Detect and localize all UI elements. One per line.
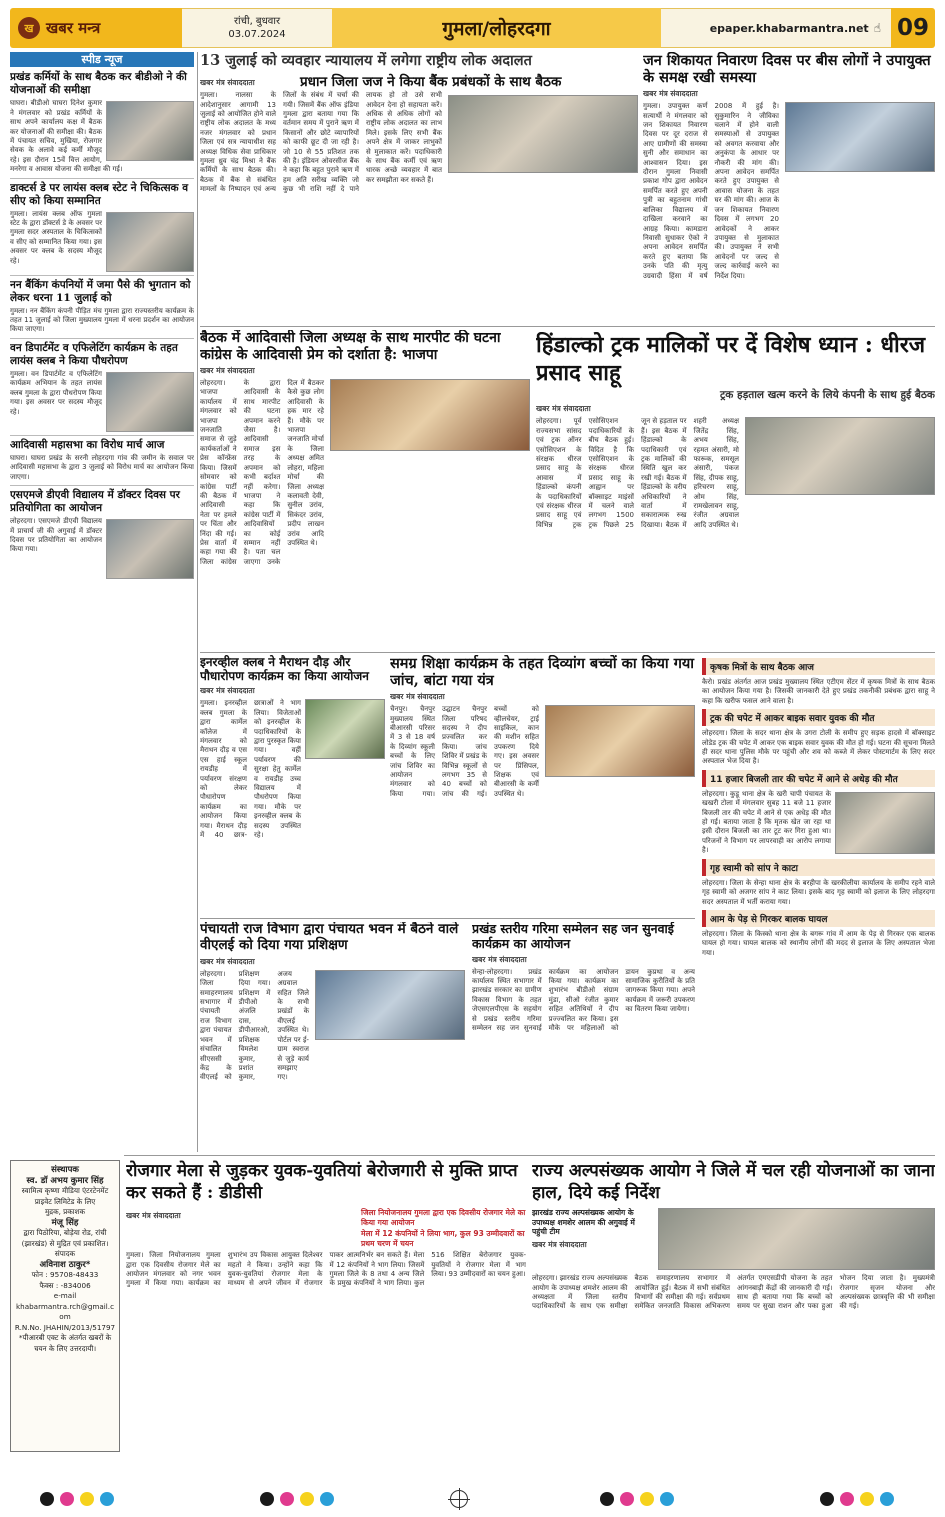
article-body: लोहरदगा। झारखंड राज्य अल्पसंख्यक आयोग के उपाध्यक्ष शमशेर आलम की अध्यक्षता में जिला स्तरीय पदाधिकारियों के साथ एक समीक्षा बैठक समाहरणालय सभागार में आयोजित हुई। बैठक में सभी संबंधित विभागों की समीक्षा की गई। सर्वप्रथम समेकित जनजाति विकास अभिकरण अंतर्गत एमएसडीपी योजना के तहत आंगनबाड़ी केंद्रों की जानकारी दी गई। साथ ही बताया गया कि बच्चों को समय पर सुखा राशन और पका हुआ भोजन दिया जाता है। मुख्यमंत्री रोजगार सृजन योजना और अल्पसंख्यक छात्रवृत्ति की भी समीक्षा की गई। bbox=[532, 1274, 935, 1311]
owner-line: स्वामित्व कृष्णा मीडिया एंटरटेनमेंट प्राइवेट लिमिटेड के लिए bbox=[21, 1186, 109, 1206]
bureau-line: खबर मंत्र संवाददाता bbox=[126, 1211, 181, 1221]
article-bjp-adivasi bbox=[200, 330, 530, 650]
short-title: गृह स्वामी को सांप ने काटा bbox=[702, 859, 935, 876]
vle-training-photo bbox=[315, 970, 465, 1040]
article-body: लोहरदगा। भाजपा कार्यालय में मंगलवार को भाजपा जनजाति समाज से जुड़े कार्यकर्ताओं ने प्रेस कॉन्फ्रेंस किया। जिसमें सोमवार को कांग्रेस पार्टी की बैठक में आदिवासी नेता पर हमले पर चिंता और निंदा की गई। प्रेस वार्ता में कहा गया की जिला कांग्रेस के द्वारा आदिवासी के साथ मारपीट की घटना अपमान करने जैसा है। आदिवासी समाज इस तरह के अपमान को कभी बर्दाश्त नहीं करेगा। भाजपा ने कहा कि कांग्रेस पार्टी में आदिवासियों का कोई सम्मान नहीं है। पता चल जाएगा उनके दिल में बैठकर कैसे कुछ लोग आदिवासी के हक मार रहे हैं। मौके पर भाजपा जनजाति मोर्चा के जिला अध्यक्ष अमित लोहरा, महिला मोर्चा की जिला अध्यक्ष कलावती देवी, सुनील उरांव, सिकंदर उरांव, प्रदीप लाखन उरांव आदि उपस्थित थे। bbox=[200, 379, 324, 566]
bureau-line: खबर मंत्र संवाददाता bbox=[390, 692, 445, 702]
registration-dot-icon bbox=[620, 1492, 634, 1506]
speed-news-item bbox=[10, 182, 194, 266]
article-body: गुमला। इनरव्हील क्लब गुमला के द्वारा कार्मेल कॉलेज में मंगलवार को मैराथन दौड़ व एस एस हाई स्कूल रायडीह में पर्यावरण संरक्षण को लेकर पौधारोपण कार्यक्रम का आयोजन किया गया। मैराथन दौड़ में 40 छात्र-छात्राओं ने भाग लिया। विजेताओं को इनरव्हील के पदाधिकारियों के द्वारा पुरस्कृत किया गया। वहीं पर्यावरण की सुरक्षा हेतु कार्मेल व रायडीह उच्च विद्यालय में पौधरोपण किया गया। मौके पर इनरव्हील क्लब के सदस्य उपस्थित रहे। bbox=[200, 699, 301, 839]
speed-news-title: प्रखंड कर्मियों के साथ बैठक कर बीडीओ ने की योजनाओं की समीक्षा bbox=[10, 71, 187, 97]
speed-news-item bbox=[10, 279, 194, 335]
bureau-line: खबर मंत्र संवाददाता bbox=[200, 686, 255, 696]
speed-news-item bbox=[10, 439, 194, 482]
short-title: 11 हजार बिजली तार की चपेट में आने से अधेड़ की मौत bbox=[702, 770, 935, 787]
row-rule bbox=[200, 652, 935, 653]
article-alpsankhyak bbox=[532, 1160, 935, 1460]
bureau-line: खबर मंत्र संवाददाता bbox=[200, 366, 255, 376]
fax: फैक्स : -834006 bbox=[39, 1280, 91, 1290]
court-meeting-photo bbox=[448, 95, 638, 173]
epaper-url[interactable]: epaper.khabarmantra.net bbox=[709, 21, 869, 35]
divider bbox=[10, 338, 194, 339]
speed-news-body: घाघरा। बीडीओ घाघरा दिनेश कुमार ने मंगलवार को प्रखंड कर्मियों के साथ अपने कार्यालय कक्ष में बैठक कर योजनाओं की समीक्षा की। बैठक में पंचायत सचिव, मुखिया, रोजगार सेवक के अलावे कई कर्मी मौजूद रहे। इस दौरान 15वें वित्त आयोग, मनरेगा व आवास योजना की समीक्षा की गई। bbox=[10, 99, 123, 174]
divyang-camp-photo bbox=[545, 705, 695, 777]
news-photo bbox=[106, 519, 194, 579]
article-title: बैठक में आदिवासी जिला अध्यक्ष के साथ मारपीट की घटना कांग्रेस के आदिवासी प्रेम को दर्शाता है: भाजपा bbox=[200, 330, 501, 363]
registration-dot-icon bbox=[600, 1492, 614, 1506]
speed-news-item bbox=[10, 71, 194, 174]
article-garima bbox=[472, 922, 695, 1152]
short-body: लोहरदगा। जिला के सेन्हा थाना क्षेत्र के बरहीपा के खरकीलीया कार्यालय के समीप रहने वाले गृह स्वामी को अजगर सांप ने काट लिया। इसके बाद गृह स्वामी को इलाज के लिए लोहरदगा सदर अस्पताल में भर्ती कराया गया। bbox=[702, 878, 935, 906]
commission-meeting-photo bbox=[658, 1208, 935, 1270]
speed-news-title: एसएमजे डीएवी विद्यालय में डॉक्टर दिवस पर प्रतियोगिता का आयोजन bbox=[10, 489, 180, 515]
brand-name: खबर मन्त्र bbox=[46, 19, 101, 37]
article-jan-shikayat bbox=[643, 52, 935, 324]
registration-dot-icon bbox=[860, 1492, 874, 1506]
photo-caption: झारखंड राज्य अल्पसंख्यक आयोग के उपाध्यक्ष शमशेर आलम की अगुवाई में पहुंची टीम bbox=[532, 1208, 635, 1237]
bureau-line: खबर मंत्र संवाददाता bbox=[200, 956, 255, 966]
registration-dot-icon bbox=[820, 1492, 834, 1506]
brand-logo-icon: ख bbox=[18, 17, 40, 39]
press-conference-photo bbox=[330, 379, 530, 451]
article-subtitle: ट्रक हड़ताल खत्म करने के लिये कंपनी के साथ हुई बैठक bbox=[720, 389, 935, 401]
divider bbox=[10, 485, 194, 486]
article-title: प्रधान जिला जज ने किया बैंक प्रबंधकों के साथ बैठक bbox=[300, 74, 562, 91]
email[interactable]: khabarmantra.rch@gmail.com bbox=[15, 1301, 115, 1321]
row-rule bbox=[124, 1155, 935, 1156]
dateline-date: 03.07.2024 bbox=[228, 29, 286, 40]
bureau-line: खबर मंत्र संवाददाता bbox=[472, 954, 527, 964]
registration-dot-icon bbox=[660, 1492, 674, 1506]
short-title: आम के पेड़ से गिरकर बालक घायल bbox=[702, 910, 935, 927]
article-body: सेन्हा-लोहरदगा। प्रखंड कार्यालय स्थित सभागार में झारखंड सरकार का ग्रामीण विकास विभाग के तहत जेएसएलपीएस के सहयोग से प्रखंड स्तरीय गरिमा सम्मेलन सह जन सुनवाई कार्यक्रम का आयोजन किया गया। कार्यक्रम का शुभारंभ बीडीओ संग्राम मुंडा, सीओ रंजीत कुमार सहित अतिथियों ने दीप प्रज्ज्वलित कर किया। इस मौके पर महिलाओं को डायन कुप्रथा व अन्य सामाजिक कुरीतियों के प्रति जागरूक किया गया। अपने कार्यक्रम में जरूरी उपकरण का वितरण किया जायेगा। bbox=[472, 967, 695, 1032]
article-title: जन शिकायत निवारण दिवस पर बीस लोगों ने उपायुक्त के समक्ष रखी समस्या bbox=[643, 52, 931, 87]
article-body: गुमला। जिला नियोजनालय गुमला द्वारा एक दिवसीय रोजगार मेले का आयोजन मंगलवार को नगर भवन गुमला में किया गया। कार्यक्रम का शुभारंभ उप विकास आयुक्त दिलेश्वर महतो ने किया। उन्होंने कहा कि युवक-युवतियां रोजगार मेला के माध्यम से अपने जीवन में रोजगार पाकर आत्मनिर्भर बन सकते हैं। मेला में 12 कंपनियों ने भाग लिया। जिसमें गुमला जिले के 8 तथा 4 अन्य जिले के प्रमुख कंपनियों ने भाग लिया। कुल 516 शिक्षित बेरोजगार युवक-युवतियों ने रोजगार मेला में भाग लिया। 93 उम्मीदवारों का चयन हुआ। bbox=[126, 1251, 526, 1288]
row-rule bbox=[200, 918, 695, 919]
news-photo bbox=[106, 372, 194, 432]
brand-block bbox=[10, 8, 182, 48]
founder-label: संस्थापक bbox=[51, 1165, 79, 1175]
press-line: द्वारा पिठोरिया, बोड़ेया रोड, रांची (झारखंड) से मुद्रित एवं प्रकाशित। bbox=[21, 1228, 109, 1248]
article-body: लोहरदगा। पूर्व राज्यसभा सांसद एवं ट्रक ऑनर एसोसिएशन के संरक्षक धीरज प्रसाद साहू के आवास में हिंडाल्को कंपनी के पदाधिकारियों एवं संरक्षक धीरज प्रसाद साहू एवं विभिन्न ट्रक एसोसिएशन पदाधिकारियों के बीच बैठक हुई। विदित है कि एसोसिएशन के संरक्षक धीरज प्रसाद साहू के आह्वान पर बॉक्साइट माइंसों में चलने वाले लगभग 1500 ट्रक पिछले 25 जून से हड़ताल पर हैं। इस बैठक में हिंडाल्को के पदाधिकारी एवं ट्रक मालिकों की स्थिति खुल कर रखी गई। बैठक में हिंडाल्को के वरीय अधिकारियों ने वार्ता में सकारात्मक रुख दिखाया। बैठक में शहरी अध्यक्ष जितेंद्र सिंह, अभय सिंह, रहमत अंसारी, मो फारूक, समसूल अंसारी, पंकज सिंह, दीपक साहू, हरिचरण साहू, ओम सिंह, रामखेलावन साहू, रंजीत अग्रवाल आदि उपस्थित थे। bbox=[536, 417, 739, 529]
article-lok-adalat bbox=[200, 52, 638, 322]
founder-name: स्व. डॉ अभय कुमार सिंह bbox=[26, 1175, 104, 1186]
email-label: e-mail bbox=[53, 1291, 77, 1300]
article-body: गुमला। नालसा के आदेशानुसार आगामी 13 जुलाई को आयोजित होने वाले राष्ट्रीय लोक अदालत के मध्य नजर मंगलवार को प्रधान जिला एवं सत्र न्यायाधीश सह अध्यक्ष विधिक सेवा प्राधिकार गुमला ध्रुव चंद्र मिश्रा ने बैंक कर्मियों के साथ बैठक की। बैठक में बैंक से संबंधित मामलों के निष्पादन एवं अन्य जिलों के संबंध में चर्चा की गयी। जिसमें बैंक ऑफ इंडिया गुमला द्वारा बताया गया कि वर्तमान समय में पुराने ऋण में किसानों और छोटे व्यापारियों को काफी छूट दी जा रही है। जो 10 से 55 प्रतिशत तक की है। इंडियन ओवरसीज बैंक ने कहा कि बहुत पुराने ऋण में हम अति सरीख व्यक्ति जो कुछ भी राशि नहीं दे पाने लायक हो तो उसे सभी आवेदन देना हो सहायता करें। अधिक से अधिक लोगों को राष्ट्रीय लोक अदालत का लाभ मिले। इसके लिए सभी बैंक अपने क्षेत्र में जाकर लाभुकों से मुलाकात करें। पदाधिकारी के साथ बैंक कर्मी एवं ऋण धारक अच्छे व्यवहार में बात कर समझौता कर सकते हैं। bbox=[200, 91, 442, 194]
accident-photo bbox=[835, 792, 935, 854]
dc-meeting-photo bbox=[785, 102, 935, 172]
row-rule bbox=[200, 326, 935, 327]
colophon bbox=[10, 1160, 120, 1452]
registration-dot-icon bbox=[40, 1492, 54, 1506]
page-number: 09 bbox=[891, 8, 935, 48]
article-title: राज्य अल्पसंख्यक आयोग ने जिले में चल रही योजनाओं का जाना हाल, दिये कई निर्देश bbox=[532, 1161, 935, 1204]
column-rule bbox=[197, 52, 198, 1152]
article-title: समग्र शिक्षा कार्यक्रम के तहत दिव्यांग बच्चों का किया गया जांच, बांटा गया यंत्र bbox=[390, 655, 695, 690]
article-body: लोहरदगा। जिला समाहरणालय सभागार में पंचायती राज विभाग द्वारा पंचायत भवन में संचालित सीएससी केंद्र के वीएलई को प्रशिक्षण दिया गया। प्रशिक्षण में डीपीओ अंजलि दास, डीपीआरओ, प्रशिक्षक विमलेश कुमार, प्रशांत कुमार, अजय अग्रवाल सहित जिले के सभी प्रखंडों के वीएलई उपस्थित थे। पोर्टल पर ई-ग्राम स्वराज से जुड़े कार्य समझाए गए। bbox=[200, 969, 309, 1082]
speed-news-body: लोहरदगा। एसएमजे डीएवी विद्यालय में प्राचार्य जी की अगुवाई में डॉक्टर दिवस पर प्रतियोगिता का आयोजन किया गया। bbox=[10, 517, 102, 554]
pointer-hand-icon: ☝ bbox=[873, 21, 881, 35]
registration-dot-icon bbox=[260, 1492, 274, 1506]
dateline-city: रांची, बुधवार bbox=[233, 16, 281, 27]
registration-dot-icon bbox=[100, 1492, 114, 1506]
registration-dot-icon bbox=[320, 1492, 334, 1506]
registration-dot-icon bbox=[60, 1492, 74, 1506]
masthead bbox=[10, 8, 935, 48]
article-body: चैनपुर। चैनपुर मुख्यालय स्थित बीआरसी परिसर में 3 से 18 वर्ष के दिव्यांग स्कूली बच्चों के लिए जांच शिविर का आयोजन मंगलवार को किया गया। उद्घाटन चैनपुर जिला परिषद सदस्य ने दीप प्रज्वलित कर किया। जांच शिविर में प्रखंड के विभिन्न स्कूलों से लगभग 35 से 40 बच्चों को जांच की गई। बच्चों को व्हीलचेयर, ट्राई साइकिल, कान की मशीन सहित उपकरण दिये गए। इस अवसर पर प्रिंसिपल, शिक्षक एवं बीआरसी के कर्मी उपस्थित थे। bbox=[390, 705, 539, 798]
publisher-name: मंजू सिंह bbox=[51, 1217, 79, 1228]
article-dhiraj-sahu bbox=[536, 332, 935, 650]
divider bbox=[10, 275, 194, 276]
speed-news-title: आदिवासी महासभा का विरोध मार्च आज bbox=[10, 438, 165, 451]
dateline bbox=[182, 8, 332, 48]
registration-strip bbox=[0, 1488, 945, 1510]
article-title: पंचायती राज विभाग द्वारा पंचायत भवन में बैठने वाले वीएलई को दिया गया प्रशिक्षण bbox=[200, 922, 459, 953]
bureau-line: खबर मंत्र संवाददाता bbox=[643, 89, 698, 99]
article-title: इनरव्हील क्लब ने मैराथन दौड़ और पौधारोपण कार्यक्रम का किया आयोजन bbox=[200, 655, 369, 684]
divider bbox=[10, 178, 194, 179]
bureau-line: खबर मंत्र संवाददाता bbox=[536, 404, 591, 414]
registration-dot-icon bbox=[880, 1492, 894, 1506]
article-divyang bbox=[390, 655, 695, 915]
registration-dot-icon bbox=[300, 1492, 314, 1506]
short-body: लोहरदगा। जिला के किस्को थाना क्षेत्र के बगरू गांव में आम के पेड़ से गिरकर एक बालक घायल हो गया। घायल बालक को स्थानीय लोगों की मदद से इलाज के लिए अस्पताल भेजा गया। bbox=[702, 929, 935, 957]
editor-name: अविनाश ठाकुर* bbox=[39, 1259, 91, 1270]
highlight-bullet: मेला में 12 कंपनियों ने लिया भाग, कुल 93 उम्मीदवारों का प्रथम चरण में चयन bbox=[361, 1229, 525, 1248]
short-body: लोहरदगा। जिला के सदर थाना क्षेत्र के उगरा टोली के समीप हुए सड़क हादसे में बॉक्साइट लोडेड ट्रक की चपेट में आकर एक बाइक सवार युवक की मौत हो गई। घटना की सूचना मिलते ही सदर थाना पुलिस मौके पर पहुंची और शव को कब्जे में लेकर पोस्टमार्टम के लिए सदर अस्पताल भेज दिया है। bbox=[702, 729, 935, 766]
registration-dot-icon bbox=[840, 1492, 854, 1506]
editor-label: संपादक bbox=[54, 1249, 76, 1258]
right-shorts-column bbox=[702, 655, 935, 1150]
short-title: ट्रक की चपेट में आकर बाइक सवार युवक की मौत bbox=[702, 709, 935, 726]
registration-dot-icon bbox=[640, 1492, 654, 1506]
article-title: रोजगार मेला से जुड़कर युवक-युवतियां बेरोजगारी से मुक्ति प्राप्त कर सकते हैं : डीडीसी bbox=[126, 1161, 518, 1204]
short-body: लोहरदगा। कुडू थाना क्षेत्र के खरी चापी पंचायत के खखरी टोला में मंगलवार सुबह 11 बजे 11 हजार बिजली तार की चपेट में आने से एक अधेड़ की मौत हो गई। बताया जाता है कि मृतक खेत जा रहा था इसी दौरान बिजली का तार टूट कर गिरा हुआ था। परिजनों ने विभाग पर लापरवाही का आरोप लगाया है। bbox=[702, 789, 831, 855]
bureau-line: खबर मंत्र संवाददाता bbox=[532, 1239, 587, 1249]
short-body: कैरो। प्रखंड अंतर्गत आज प्रखंड मुख्यालय स्थित एटीएम सेंटर में कृषक मित्रों के साथ बैठक का आयोजन किया गया है। जिसकी जानकारी देते हुए प्रखंड तकनीकी प्रबंधक द्वारा साहू ने कहा कि खरीफ फसल आने वाला है। bbox=[702, 678, 935, 705]
bureau-line: खबर मंत्र संवाददाता bbox=[200, 78, 255, 88]
rni-number: R.N.No. JHAHIN/2013/51797 bbox=[14, 1322, 116, 1332]
news-photo bbox=[106, 212, 194, 272]
epaper-link[interactable] bbox=[661, 8, 891, 48]
section-title: गुमला/लोहरदगा bbox=[332, 8, 661, 48]
divider bbox=[10, 435, 194, 436]
speed-news-body: घाघरा। घाघरा प्रखंड के सरनी लोहरदगा गांव की जमीन के सवाल पर आदिवासी महासभा के द्वारा 3 जुलाई को विरोध मार्च का आयोजन किया जाएगा। bbox=[10, 453, 194, 481]
speed-news-title: नन बैंकिंग कंपनियों में जमा पैसे की भुगतान को लेकर धरना 11 जुलाई को bbox=[10, 278, 191, 304]
article-rojgar-mela bbox=[126, 1160, 526, 1460]
speed-news-item bbox=[10, 489, 194, 555]
article-vle bbox=[200, 922, 465, 1152]
phone: फोन : 95708-48433 bbox=[31, 1270, 99, 1279]
marathon-photo bbox=[305, 699, 385, 759]
speed-news-banner: स्पीड न्यूज bbox=[10, 52, 194, 67]
publisher-label: मुद्रक, प्रकाशक bbox=[44, 1207, 86, 1216]
article-kicker: 13 जुलाई को व्यवहार न्यायालय में लगेगा राष्ट्रीय लोक अदालत bbox=[200, 52, 532, 69]
speed-news-title: डाक्टर्स डे पर लायंस क्लब स्टेट ने चिकित्सक व सीए को किया सम्मानित bbox=[10, 181, 189, 207]
article-title: हिंडाल्को ट्रक मालिकों पर दें विशेष ध्यान : धीरज प्रसाद साहू bbox=[536, 332, 926, 386]
speed-news-item bbox=[10, 342, 194, 417]
truck-meeting-photo bbox=[745, 417, 935, 495]
highlight-bullet: जिला नियोजनालय गुमला द्वारा एक दिवसीय रोजगार मेले का किया गया आयोजन bbox=[361, 1208, 526, 1227]
article-marathon bbox=[200, 655, 385, 915]
registration-dot-icon bbox=[80, 1492, 94, 1506]
article-body: गुमला। उपायुक्त कर्ण सत्यार्थी ने मंगलवार को जन शिकायत निवारण दिवस पर दूर दराज से आए ग्रामीणों की समस्या सुनी और समाधान का आश्वासन दिया। इस दौरान गुमला निवासी प्रकाश गोप द्वारा आवेदन समर्पित करते हुए अपनी पुत्री का बहुतनाम गांधी बालिका विद्यालय में दाखिला करवाने का आग्रह किया। कामडारा निवासी सुधाकर ऐको ने अपना आवेदन समर्पित करते हुए बताया कि उनके पति की मृत्यु उग्रवादी हिंसा में वर्ष 2008 में हुई है। सुकुमारिन ने जीविका चलाने में होने वाली समस्याओं से उपायुक्त को अवगत करवाया और अनुकंपा के आधार पर नौकरी की मांग की। अपना आवेदन समर्पित करते हुए उपायुक्त से आवास योजना के तहत घर की मांग की। आज के जन शिकायत निवारण दिवस में लगभग 20 आवेदकों ने आकर उपायुक्त से मुलाकात की। उपायुक्त ने सभी आवेदनों पर जल्द से जल्द कार्रवाई करने का निर्देश दिया। bbox=[643, 102, 779, 280]
speed-news-body: गुमला। नन बैंकिंग कंपनी पीड़ित मंच गुमला द्वारा राज्यस्तरीय कार्यक्रम के तहत 11 जुलाई को जिला मुख्यालय गुमला में धरना प्रदर्शन का आयोजन किया जाएगा। bbox=[10, 306, 194, 334]
short-title: कृषक मित्रों के साथ बैठक आज bbox=[702, 658, 935, 675]
speed-news-body: गुमला। लायंस क्लब ऑफ गुमला स्टेट के द्वारा डॉक्टर्स डे के अवसर पर गुमला सदर अस्पताल के चिकित्सकों व सीए को सम्मानित किया गया। इस अवसर पर क्लब के सदस्य मौजूद रहे। bbox=[10, 209, 102, 265]
speed-news-body: गुमला। वन डिपार्टमेंट व एफिलेटिंग कार्यक्रम अभियान के तहत लायंस क्लब गुमला के द्वारा पौधरोपण किया गया। इस अवसर पर सदस्य मौजूद रहे। bbox=[10, 369, 102, 416]
registration-dot-icon bbox=[280, 1492, 294, 1506]
crosshair-icon bbox=[450, 1490, 468, 1508]
prb-note: *पीआरबी एक्ट के अंतर्गत खबरों के चयन के लिए उत्तरदायी। bbox=[18, 1333, 112, 1353]
news-photo bbox=[106, 101, 194, 161]
article-title: प्रखंड स्तरीय गरिमा सम्मेलन सह जन सुनवाई कार्यक्रम का आयोजन bbox=[472, 922, 674, 951]
speed-news-title: वन डिपार्टमेंट व एफिलेटिंग कार्यक्रम के तहत लायंस क्लब ने किया पौधरोपण bbox=[10, 341, 178, 367]
